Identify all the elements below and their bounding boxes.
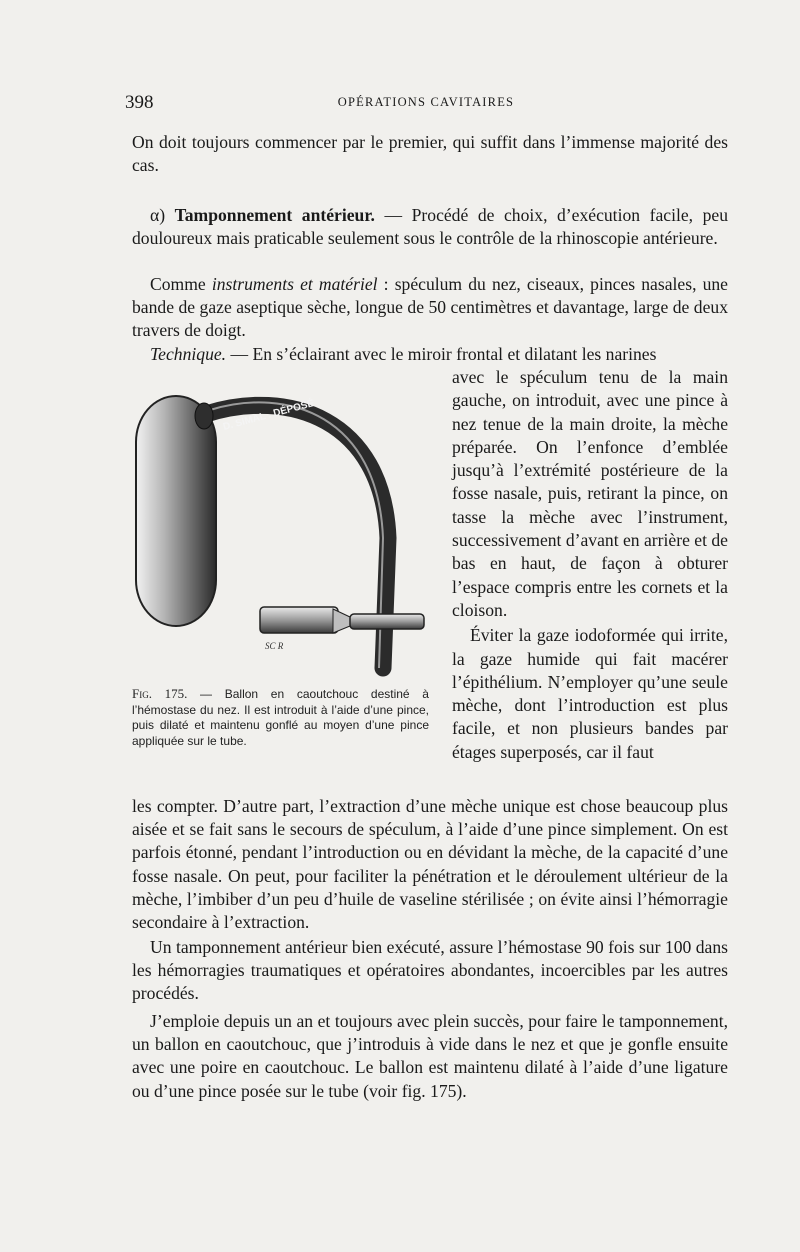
clamp-jaw xyxy=(350,614,424,629)
technique-first-line-text: — En s’éclairant avec le miroir frontal et dilatant les narines xyxy=(226,344,657,364)
efficacy-paragraph: Un tamponnement antérieur bien exécuté, assure l’hémostase 90 fois sur 100 dans les hémorragies traumatiques et opératoires abondantes, incoercibles par les autres procédés. xyxy=(132,937,728,1004)
section-title: Tamponnement antérieur. xyxy=(174,205,375,225)
section-alpha-text: — Procédé de choix, d’exécution facile, peu douloureux mais praticable seulement sous le contrôle de la rhinoscopie antérieure. xyxy=(132,205,728,249)
figure-caption xyxy=(132,686,429,749)
technique-first-line xyxy=(132,343,728,366)
instruments-paragraph xyxy=(132,273,728,343)
running-title: OPÉRATIONS CAVITAIRES xyxy=(337,95,515,109)
technique-label: Technique. xyxy=(150,344,227,364)
instruments-label: instruments et matériel xyxy=(211,274,378,294)
instruments-text: : spéculum du nez, ciseaux, pinces nasales, une bande de gaze aseptique sèche, longue de 50 centimètres et davantage, large de deux travers de doigt. xyxy=(132,274,728,341)
figure-wrap-text xyxy=(452,366,728,764)
balloon-figure xyxy=(128,388,430,680)
clamp-handle xyxy=(260,607,338,633)
instruments-lead: Comme xyxy=(150,274,212,294)
page-number: 398 xyxy=(125,92,154,113)
hemostatic-clamp xyxy=(260,607,424,633)
engraver-mark: SC R xyxy=(265,641,284,651)
section-alpha-paragraph xyxy=(132,204,728,250)
technique-wrapped-paragraph: avec le spéculum tenu de la main gauche, on introduit, avec une pince à nez tenue de la main droite, la mèche préparée. On l’enfonce d’emblée jusqu’à l’extrémité postérieure de la fosse nasale, puis, retirant la pince, on tasse la mèche avec l’instrument, successivement d’avant en arrière et de bas en haut, de façon à obturer l’espace compris entre les cornets et la cloison. xyxy=(452,367,728,620)
figure-caption-label: Fig. 175. xyxy=(132,686,188,701)
figure-caption-text: — Ballon en caoutchouc destiné à l’hémostase du nez. Il est introduit à l’aide d’une pince, puis dilaté et maintenu gonflé au moyen d’une pince appliquée sur le tube. xyxy=(132,687,429,748)
intro-paragraph: On doit toujours commencer par le premier, qui suffit dans l’immense majorité des cas. xyxy=(132,132,728,176)
iodoform-paragraph: Éviter la gaze iodoformée qui irrite, la gaze humide qui fait macérer l’épithélium. N’employer qu’une seule mèche, dont l’introduction est plus facile, et non plusieurs bandes par étages superposés, car il faut xyxy=(452,625,728,762)
technique-continued-paragraph: les compter. D’autre part, l’extraction d’une mèche unique est chose beaucoup plus aisée et se fait sans le secours de spéculum, à l’aide d’une pince simplement. On est parfois étonné, pendant l’introduction ou en dévidant la mèche, de la capacité d’une fosse nasale. On peut, pour faciliter la pénétration et le déroulement ultérieur de la mèche, l’imbiber d’un peu d’huile de vaseline stérilisée ; on évite ainsi l’hémorragie secondaire à l’extraction. xyxy=(132,796,728,933)
balloon-illustration xyxy=(128,388,430,680)
section-marker: α) xyxy=(150,205,166,225)
clamp-joint xyxy=(333,609,350,633)
rubber-balloon xyxy=(136,396,216,626)
balloon-paragraph: J’emploie depuis un an et toujours avec plein succès, pour faire le tamponnement, un ballon en caoutchouc, que j’introduis à vide dans le nez et que je gonfle ensuite avec une poire en caoutchouc. Le ballon est maintenu dilaté à l’aide d’une ligature ou d’une pince posée sur le tube (voir fig. 175). xyxy=(132,1011,728,1101)
balloon-neck xyxy=(195,403,213,429)
tube-stamp: D. SIMAL . DÉPOSÉ xyxy=(221,398,316,433)
running-head xyxy=(125,92,727,112)
